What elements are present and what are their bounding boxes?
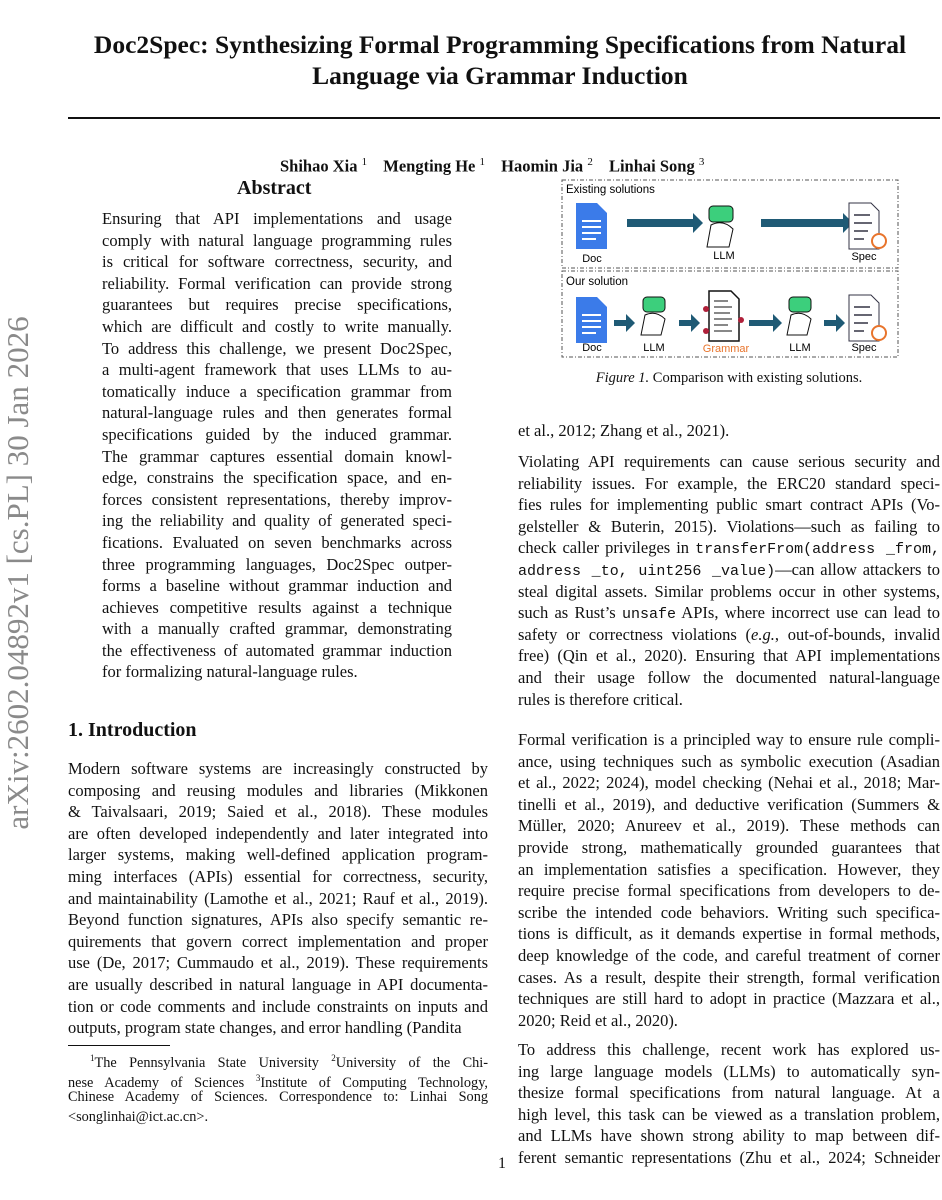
text-line: and maintainability (Lamothe et al., 2021; Rauf et al., 2019). [68,888,488,908]
author-name: Mengting He [383,156,476,176]
text-line: techniques are still hard to adopt in practice (Mazzara et al., [518,989,940,1009]
text-segment: University of the Chi- [335,1054,488,1071]
text-line: tinelli et al., 2019), and deductive verification (Summers & [518,794,940,814]
grammar-label: Grammar [702,343,750,355]
affiliation-mark: 2 [587,156,593,168]
text-line: is critical for software correctness, security, and [102,252,452,272]
text-line: ance, using techniques such as symbolic execution (Asadian [518,751,940,771]
text-line: fications. Evaluated on seven benchmarks across [102,532,452,552]
text-line: high level, this task can be viewed as a translation problem, [518,1104,940,1124]
text-segment: check caller privileges in [518,538,696,558]
text-line: tion or code comments and include constraints on inputs and [68,996,488,1016]
our-solution-label: Our solution [566,276,629,288]
text-line: et al., 2012; Zhang et al., 2021). [518,421,730,440]
text-segment: rules is therefore critical. [518,689,683,709]
text-line: guarantees but requires precise specifications, [102,295,452,315]
doc-icon [576,297,607,343]
text-line: To address this challenge, we present Doc2Spec, [102,338,452,358]
text-line: 2020; Reid et al., 2020). [518,1010,678,1030]
text-line: ing the reliability and quality of generated speci- [102,511,452,531]
text-segment: safety or correctness violations ( [518,624,752,644]
spec-label: Spec [851,251,877,263]
arrow-icon [749,314,782,332]
text-segment: , out-of-bounds, invalid [774,624,940,644]
text-line: ming interfaces (APIs) essential for correctness, security, [68,866,488,886]
text-line: edge, constrains the specification space, and en- [102,468,452,488]
text-line: scribe the intended code behaviors. Writing such specifica- [518,902,940,922]
text-line [518,689,940,711]
continued-paragraph [518,420,940,442]
text-segment: Violating API requirements can cause serious security and [518,452,940,471]
text-line: thesize formal specifications from natural language. At a [518,1083,940,1103]
text-segment: Chinese Academy of Sciences. Correspondence to: Linhai Song [68,1089,488,1105]
text-line [68,1049,488,1069]
text-segment: APIs, where incorrect use can lead to [675,603,940,623]
text-segment: fies rules for implementing public smart contract APIs (Vo- [518,495,940,515]
text-segment: Institute of Computing Technology, [260,1074,488,1091]
text-line: Formal verification is a principled way to ensure rule compli- [518,730,940,749]
abstract-body [102,208,452,683]
text-line: an implementation satisfies a specification. However, they [518,859,940,879]
text-line: are usually described in natural language in API documenta- [68,974,488,994]
text-segment: —can allow attackers to [775,559,940,579]
footnote [68,1049,488,1127]
title-line: Doc2Spec: Synthesizing Formal Programming Specifications from Natural [93,30,907,59]
title-line: Language via Grammar Induction [312,61,688,90]
text-line: tions is difficult, as it demands expertise in formal methods, [518,924,940,944]
robot-icon [707,206,733,247]
text-line [518,537,940,559]
figure-caption-text: Comparison with existing solutions. [649,370,863,386]
text-line: and LLMs have shown strong ability to map between dif- [518,1126,940,1146]
text-segment: 2 [331,1053,336,1063]
text-segment: gelsteller & Buterin, 2015). Violations—such as failing to [518,516,940,536]
intro-paragraph [68,758,488,1039]
section-heading-introduction: 1. Introduction [68,719,197,741]
text-line [518,559,940,581]
author-name: Linhai Song [608,156,695,176]
arxiv-watermark: arXiv:2602.04892v1 [cs.PL] 30 Jan 2026 [0,316,35,830]
text-line [68,1069,488,1089]
text-line: specifications guided by the induced grammar. [102,424,452,444]
paragraph-formal-verification [518,729,940,1031]
text-line: deep knowledge of the code, and careful treatment of corner [518,945,940,965]
robot-icon [787,297,811,335]
text-line: composing and reusing modules and libraries (Mikkonen [68,780,488,800]
figure-label: Figure 1. [595,370,650,386]
text-line [518,516,940,538]
llm-label: LLM [643,342,665,354]
text-segment: nese Academy of Sciences [68,1074,256,1091]
spec-label: Spec [851,342,877,354]
llm-label: LLM [713,250,735,262]
author-name: Shihao Xia [280,156,358,176]
text-line: quirements that govern correct implementation and proper [68,931,488,951]
text-line: natural-language rules and then generates formal [102,403,452,423]
grammar-icon [703,291,744,341]
text-line: ing large language models (LLMs) to automatically syn- [518,1061,940,1081]
text-line: for formalizing natural-language rules. [102,662,358,682]
inline-code: address _to, uint256 _value) [518,562,776,580]
text-line: provide strong, mathematically grounded guarantees that [518,837,940,857]
llm-label: LLM [789,342,811,354]
text-line: & Taivalsaari, 2019; Saied et al., 2018). These modules [68,802,488,822]
affiliation-mark: 1 [479,156,485,168]
doc-label: Doc [582,342,602,354]
text-line [518,473,940,495]
text-line: forms a baseline without grammar induction and [102,576,452,596]
text-line: Müller, 2020; Anureev et al., 2019). These methods can [518,816,940,836]
text-line: reliability. Formal verification can provide strong [102,273,452,293]
paragraph-api-violations [518,451,940,710]
text-line: To address this challenge, recent work has explored us- [518,1040,940,1059]
affiliation-mark: 1 [361,156,368,168]
text-line [68,1088,488,1108]
text-line: outputs, program state changes, and error handling (Pandita [68,1018,462,1038]
figure-caption [518,370,940,387]
text-line [518,667,940,689]
text-segment: e.g. [751,624,775,644]
robot-icon [641,297,665,335]
text-segment: steal digital assets. Similar problems occur in other systems, [518,581,940,601]
author-name: Haomin Jia [501,156,584,176]
text-segment: 3 [255,1072,261,1083]
text-line: three programming languages, Doc2Spec outper- [102,554,452,574]
footnote-rule [68,1045,170,1046]
text-line: with a manually crafted grammar, demonstrating [102,619,452,639]
text-line: cases. As a result, despite their strength, formal verification [518,967,940,987]
text-line: are often developed independently and later integrated into [68,823,488,843]
doc-icon [576,203,607,249]
text-line [518,602,940,624]
text-line: forces consistent representations, thereby improv- [102,489,452,509]
abstract-heading: Abstract [237,177,312,199]
doc-label: Doc [582,253,602,265]
text-line [518,494,940,516]
text-line: larger systems, making well-defined application program- [68,845,488,865]
author-list [280,156,716,177]
text-line [518,624,940,646]
text-segment: 1 [90,1053,95,1063]
text-line: achieves competitive results against a technique [102,597,452,617]
affiliation-mark: 3 [698,156,705,168]
arrow-icon [679,314,700,332]
text-line [518,451,940,473]
text-line: et al., 2022; 2024), model checking (Nehai et al., 2018; Mar- [518,773,940,793]
text-line: Beyond function signatures, APIs also specify semantic re- [68,910,488,930]
text-line: ferent semantic representations (Zhu et al., 2024; Schneider [518,1147,940,1167]
text-line [68,1108,488,1128]
arrow-icon [824,314,845,332]
text-line [518,581,940,603]
text-line: use (De, 2017; Cummaudo et al., 2019). These requirements [68,953,488,973]
text-segment: <songlinhai@ict.ac.cn>. [68,1108,209,1125]
arrow-icon [627,213,703,233]
text-segment: The Pennsylvania State University [94,1054,332,1071]
text-segment: such as Rust’s [518,603,622,623]
inline-code: unsafe [621,606,676,624]
text-line: the effectiveness of automated grammar induction [102,640,452,660]
text-line: comply with natural language programming rules [102,230,452,250]
page-number: 1 [498,1155,506,1172]
text-segment: and their usage follow the documented natural-language [518,667,940,687]
arrow-icon [761,213,853,233]
existing-solutions-label: Existing solutions [566,184,655,196]
paragraph-llm-synthesis [518,1039,940,1169]
figure-1-diagram [561,179,899,359]
arrow-icon [614,314,635,332]
text-line: The grammar captures essential domain knowl- [102,446,452,466]
text-line [518,645,940,667]
text-line: which are difficult and costly to write manually. [102,316,452,336]
text-line: Modern software systems are increasingly constructed by [68,759,488,778]
inline-code: transferFrom(address _from, [695,541,940,559]
paper-title [60,29,940,91]
text-line: tomatically induce a specification grammar from [102,381,452,401]
text-line: require precise formal specifications from developers to de- [518,881,940,901]
title-rule [68,117,940,119]
text-segment: reliability issues. For example, the ERC20 standard speci- [518,473,940,493]
spec-icon [849,203,886,249]
text-segment: free) (Qin et al., 2020). Ensuring that API implementations [518,646,940,666]
text-line: a multi-agent framework that uses LLMs to au- [102,360,452,380]
text-line: Ensuring that API implementations and usage [102,209,452,228]
spec-icon [849,295,886,341]
